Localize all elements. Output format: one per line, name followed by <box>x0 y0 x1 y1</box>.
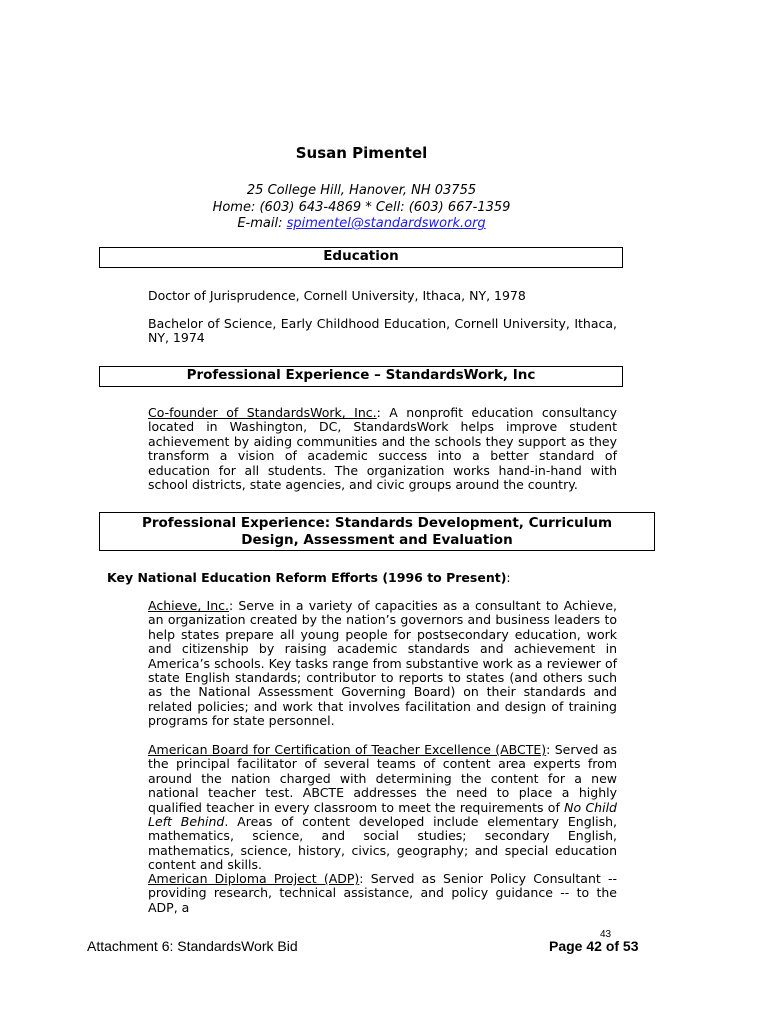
reform-efforts-subheading <box>107 570 511 585</box>
email-link[interactable]: spimentel@standardswork.org <box>286 216 486 231</box>
entry-abcte-text-after: . Areas of content developed include elementary English, mathematics, science, and social studies; secondary English, mathematics, science, history, civics, geography; and special education content and skills. <box>148 814 617 873</box>
education-item-jd: Doctor of Jurisprudence, Cornell University, Ithaca, NY, 1978 <box>148 288 526 303</box>
entry-adp-text: : Served as Senior Policy Consultant -- providing research, technical assistance, and policy guidance -- to the ADP, a <box>148 871 617 915</box>
address-line: 25 College Hill, Hanover, NH 03755 <box>246 183 477 198</box>
standardswork-paragraph <box>148 406 617 492</box>
entry-achieve <box>148 599 617 729</box>
standards-dev-heading-line1: Professional Experience: Standards Development, Curriculum <box>141 515 613 531</box>
reform-efforts-colon: : <box>506 570 511 585</box>
contact-block <box>0 183 723 233</box>
education-item-bs: Bachelor of Science, Early Childhood Education, Cornell University, Ithaca, NY, 1974 <box>148 316 617 346</box>
entry-adp-title: American Diploma Project (ADP) <box>148 871 360 886</box>
education-heading: Education <box>99 247 623 268</box>
footer-page-number: Page 42 of 53 <box>549 938 639 954</box>
email-label: E-mail: <box>237 216 287 231</box>
phone-line: Home: (603) 643-4869 * Cell: (603) 667-1359 <box>212 199 511 215</box>
standards-dev-heading-line2: Design, Assessment and Evaluation <box>241 532 513 548</box>
entry-achieve-title: Achieve, Inc. <box>148 598 229 613</box>
entry-abcte-italic: No Child Left Behind <box>148 799 617 830</box>
entry-abcte-title: American Board for Certification of Teacher Excellence (ABCTE) <box>148 742 547 757</box>
standardswork-heading: Professional Experience – StandardsWork, Inc <box>99 366 623 387</box>
footer-page-mark: 43 <box>600 929 612 940</box>
email-line <box>0 216 723 233</box>
footer-attachment: Attachment 6: StandardsWork Bid <box>87 938 298 954</box>
entry-achieve-text: : Serve in a variety of capacities as a consultant to Achieve, an organization created by the nation’s governors and business leaders to help states prepare all young people for postsecondary education, work and citizenship by raising academic standards and achievement in America’s schools. Key tasks range from substantive work as a reviewer of state English standards; contributor to reports to states (and others such as the National Assessment Governing Board) on their standards and related policies; and work that involves facilitation and design of training programs for state personnel. <box>148 598 617 729</box>
entry-adp <box>148 872 617 915</box>
reform-efforts-title: Key National Education Reform Efforts (1996 to Present) <box>107 570 507 585</box>
resume-name: Susan Pimentel <box>295 144 428 162</box>
standardswork-text: : A nonprofit education consultancy located in Washington, DC, StandardsWork helps improve student achievement by aiding communities and the schools they support as they transform a vision of academic success into a better standard of education for all students. The organization works hand-in-hand with school districts, state agencies, and civic groups around the country. <box>148 405 617 493</box>
entry-abcte-text: : Served as the principal facilitator of several teams of content area experts from around the nation charged with determining the content for a new national teacher test. ABCTE addresses the need to place a highly qualified teacher in every classroom to meet the requirements of <box>148 742 617 815</box>
standardswork-title: Co-founder of StandardsWork, Inc. <box>148 405 377 420</box>
standards-dev-heading <box>99 512 655 551</box>
entry-abcte <box>148 743 617 873</box>
